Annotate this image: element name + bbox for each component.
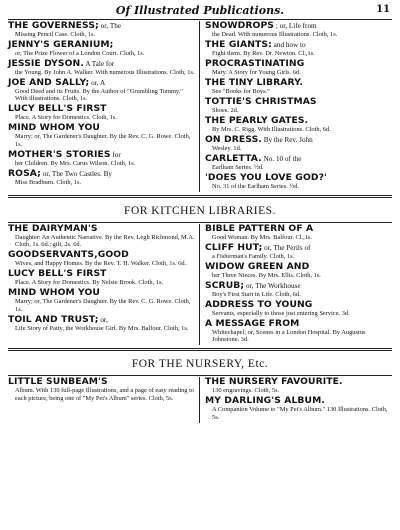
book-entry: [8, 40, 195, 57]
book-title-continuation: or, The Workhouse: [244, 282, 301, 290]
book-description: Whitechapel; or, Scenes in a London Hospital. By Augustus Johnstone. 3d.: [212, 329, 366, 344]
kitchen-section-title: FOR KITCHEN LIBRARIES.: [124, 205, 276, 217]
book-title-continuation: A Tale for: [83, 60, 115, 68]
book-title: 'DOES YOU LOVE GOD?': [205, 172, 327, 183]
book-description: Mary. A Story for Young Girls. 6d.: [212, 69, 301, 76]
book-title: MIND WHOM YOU: [8, 287, 100, 299]
book-entry: [8, 288, 195, 313]
book-entry: [205, 281, 392, 298]
book-description: By Mrs. C. Rigg. With Illustrations. Cloth, 6d.: [212, 126, 331, 133]
book-entry: [8, 59, 195, 76]
book-title-continuation: or,: [98, 315, 108, 324]
book-title-continuation: or, The Two Castles. By: [40, 169, 112, 178]
kitchen-listing: [8, 224, 392, 345]
book-entry: [205, 40, 392, 57]
book-title: ROSA;: [8, 167, 41, 179]
book-entry: [205, 78, 392, 95]
book-title: LUCY BELL'S FIRST: [8, 103, 107, 115]
nursery-right-column: [200, 377, 392, 422]
book-description: Boy's First Start in Life. Cloth, 6d.: [212, 291, 301, 298]
book-description: Place. A Story for Domestics. Cloth, 1s.: [15, 114, 117, 122]
book-entry: [8, 315, 195, 332]
book-description: a Fisherman's Family. Cloth, 1s.: [212, 253, 295, 260]
book-title-continuation: or, A: [89, 79, 106, 87]
book-entry: [205, 243, 392, 260]
book-title-continuation: No. 10 of the: [261, 155, 302, 163]
book-title: CARLETTA.: [205, 153, 262, 164]
book-description: Shoes. 2d.: [212, 107, 239, 114]
book-description: Missing Pencil Case. Cloth, 1s.: [15, 31, 96, 38]
book-entry: [8, 104, 195, 121]
nursery-listing: [8, 377, 392, 422]
book-title: THE PEARLY GATES.: [205, 115, 309, 126]
page-number: 11: [376, 4, 390, 15]
book-entry: [205, 224, 392, 241]
book-entry: [8, 123, 195, 148]
book-entry: [205, 59, 392, 76]
book-entry: [205, 21, 392, 38]
book-title-continuation: or, The Perils of: [262, 244, 311, 252]
book-description: Wesley. 1d.: [212, 145, 242, 152]
book-description: or, The Prize Flower of a London Court. Cloth, 1s.: [15, 50, 145, 57]
book-entry: [205, 97, 392, 114]
book-title-continuation: for: [110, 150, 121, 159]
book-title: PROCRASTINATING: [205, 58, 305, 69]
book-title: JENNY'S GERANIUM;: [8, 39, 114, 50]
book-description: Marry; or, The Gardener's Daughter. By the Rev. C. G. Rowe. Cloth, 1s.: [15, 133, 191, 148]
book-description: Album. With 130 full-page Illustrations, and a page of easy reading to each picture, being one of "My Pet's Album" series. Cloth, 5s.: [15, 387, 195, 402]
book-entry: [8, 21, 195, 38]
book-title: MOTHER'S STORIES: [8, 148, 111, 160]
book-description: Marry; or, The Gardener's Daughter. By the Rev. C. G. Rowe. Cloth, 1s.: [15, 298, 191, 313]
kitchen-right-column: [200, 224, 392, 345]
nursery-section-title: FOR THE NURSERY, Etc.: [131, 358, 269, 371]
book-description: Place. A Story for Domestics. By Nelsie Brook. Cloth, 1s.: [15, 279, 164, 287]
book-title: TOIL AND TRUST;: [8, 313, 99, 325]
book-description: Earlham Series. ½d.: [212, 164, 264, 171]
book-description: Life Story of Patty, the Workhouse Girl. By Mrs. Balfour. Cloth, 1s.: [15, 324, 189, 332]
book-title: THE GOVERNESS;: [8, 20, 99, 31]
book-entry: [8, 150, 195, 167]
book-title: MIND WHOM YOU: [8, 122, 100, 134]
section-divider: [8, 195, 392, 198]
book-title: THE DAIRYMAN'S: [8, 223, 98, 234]
book-description: Fight them. By Rev. Dr. Newton. Cl.,1s.: [212, 50, 315, 57]
book-entry: [8, 224, 195, 249]
book-title: THE NURSERY FAVOURITE.: [205, 376, 343, 388]
book-entry: [8, 269, 195, 286]
book-description: Good Deed and its Fruits. By the Author of "Grumbling Tommy." With illustrations. Cloth, 1s.: [15, 88, 183, 103]
section-divider: [8, 348, 392, 351]
book-title: MY DARLING'S ALBUM.: [205, 395, 325, 407]
book-title: JOE AND SALLY;: [8, 77, 90, 88]
book-description: Wives, and Happy Homes. By the Rev. T. H. Walker. Cloth, 1s. 6d.: [15, 260, 187, 268]
book-description: Daughter: An Authentic Narrative. By the Rev. Legh Richmond, M.A. Cloth, 1s. 6d.; gilt, 2s. 6d.: [15, 234, 195, 249]
book-title: BIBLE PATTERN OF A: [205, 223, 314, 234]
book-title: ADDRESS TO YOUNG: [205, 299, 313, 310]
book-title: JESSIE DYSON.: [8, 58, 84, 69]
book-entry: [205, 262, 392, 279]
book-entry: [205, 173, 392, 190]
book-entry: [8, 169, 195, 186]
book-entry: [8, 78, 195, 103]
book-description: Servants, especially to those just entering Service. 3d.: [212, 310, 350, 317]
book-entry: [8, 250, 195, 267]
book-description: the Young. By John A. Walker. With numerous Illustrations. Cloth, 1s.: [15, 69, 195, 76]
book-entry: [205, 116, 392, 133]
book-title: THE GIANTS:: [205, 39, 272, 50]
book-title-continuation: ; or, Life from: [274, 22, 317, 30]
book-description: See "Books for Boys.": [212, 88, 270, 95]
book-title: TOTTIE'S CHRISTMAS: [205, 96, 317, 107]
book-title: ON DRESS.: [205, 134, 262, 145]
book-title: CLIFF HUT;: [205, 242, 263, 253]
book-description: the Dead. With numerous Illustrations. Cloth, 1s.: [212, 31, 338, 38]
top-left-column: [8, 21, 200, 192]
book-entry: [205, 135, 392, 152]
top-listing: [8, 21, 392, 192]
page-header: [8, 4, 392, 18]
book-entry: [205, 154, 392, 171]
nursery-left-column: [8, 377, 200, 422]
book-entry: [205, 319, 392, 344]
book-title: SCRUB;: [205, 280, 245, 291]
book-description: her Children. By Mrs. Carus Wilson. Cloth, 1s.: [15, 159, 136, 167]
book-entry: [205, 300, 392, 317]
book-description: Good Woman. By Mrs. Balfour. Cl.,1s.: [212, 234, 313, 241]
book-description: 130 engravings. Cloth, 5s.: [212, 387, 280, 395]
book-title: LUCY BELL'S FIRST: [8, 268, 107, 280]
top-right-column: [200, 21, 392, 192]
book-description: Miss Bradburn. Cloth, 1s.: [15, 178, 82, 186]
page-title: Of Illustrated Publications.: [115, 4, 285, 17]
book-title: THE TINY LIBRARY.: [205, 77, 304, 88]
book-description: No. 31 of the Earlham Series. ½d.: [212, 183, 299, 190]
kitchen-left-column: [8, 224, 200, 345]
book-entry: [205, 377, 392, 394]
book-description: A Companion Volume to "My Pet's Album." 130 Illustrations. Cloth, 5s.: [212, 406, 388, 421]
book-title-continuation: By the Rev. John: [261, 136, 313, 144]
book-entry: [205, 396, 392, 421]
book-title: A MESSAGE FROM: [205, 318, 300, 329]
book-title: WIDOW GREEN AND: [205, 261, 310, 272]
book-title: LITTLE SUNBEAM'S: [8, 376, 108, 388]
book-title-continuation: or, The: [98, 22, 121, 30]
book-title: SNOWDROPS: [205, 20, 275, 31]
book-description: her Three Nieces. By Mrs. Ellis. Cloth, 1s.: [212, 272, 321, 279]
book-title: GOODSERVANTS,GOOD: [8, 249, 129, 261]
book-entry: [8, 377, 195, 402]
book-title-continuation: and how to: [271, 41, 306, 49]
